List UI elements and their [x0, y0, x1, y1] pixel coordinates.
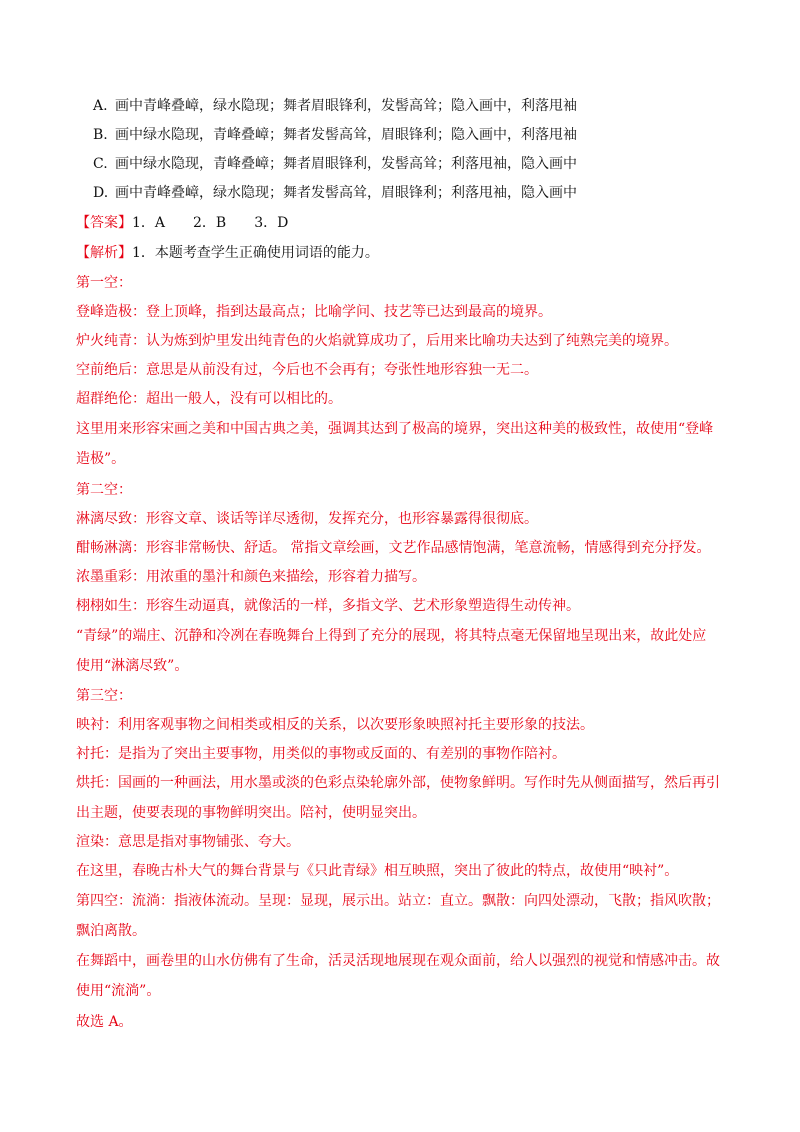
explanation-line: 在舞蹈中，画卷里的山水仿佛有了生命，活灵活现地展现在观众面前，给人以强烈的视觉和情感冲击。故 — [76, 953, 720, 969]
option-letter: D. — [93, 185, 109, 201]
definition-line: 烘托：国画的一种画法，用水墨或淡的色彩点染轮廓外部，使物象鲜明。写作时先从侧面描写，然后再引 — [76, 775, 720, 791]
explanation-line: 使用“淋漓尽致”。 — [76, 658, 189, 674]
explanation-line: 使用“流淌”。 — [76, 983, 161, 999]
option-b — [93, 125, 577, 145]
analysis-text: 1．本题考查学生正确使用词语的能力。 — [132, 245, 379, 261]
option-text: 画中绿水隐现，青峰叠嶂；舞者发髻高耸，眉眼锋利；隐入画中，利落甩袖 — [115, 127, 577, 143]
definition-line: 栩栩如生：形容生动逼真，就像活的一样，多指文学、艺术形象塑造得生动传神。 — [76, 598, 580, 614]
explanation-line: 造极”。 — [76, 451, 126, 467]
explanation-line: 在这里，春晚古朴大气的舞台背景与《只此青绿》相互映照，突出了彼此的特点，故使用“映衬”。 — [76, 863, 679, 879]
explanation-line: “青绿”的端庄、沉静和冷冽在春晚舞台上得到了充分的展现，将其特点毫无保留地呈现出来，故此处应 — [76, 628, 707, 644]
definition-line: 超群绝伦：超出一般人，没有可以相比的。 — [76, 391, 342, 407]
answer-line — [76, 213, 288, 233]
answer-label: 【答案】 — [76, 215, 132, 231]
blank2-title: 第二空： — [76, 482, 132, 498]
option-d — [93, 183, 577, 203]
definition-line: 映衬：利用客观事物之间相类或相反的关系，以次要形象映照衬托主要形象的技法。 — [76, 717, 594, 733]
blank4-definitions: 第四空：流淌：指液体流动。呈现：显现，展示出。站立：直立。飘散：向四处漂动，飞散；指风吹散； — [76, 893, 720, 909]
option-letter: A. — [93, 98, 108, 114]
option-text: 画中青峰叠嶂，绿水隐现；舞者眉眼锋利，发髻高耸；隐入画中，利落甩袖 — [115, 98, 577, 114]
explanation-line: 这里用来形容宋画之美和中国古典之美，强调其达到了极高的境界，突出这种美的极致性，故使用“登峰 — [76, 421, 714, 437]
blank3-title: 第三空： — [76, 688, 132, 704]
definition-line: 渲染：意思是指对事物铺张、夸大。 — [76, 834, 300, 850]
option-text: 画中绿水隐现，青峰叠嶂；舞者眉眼锋利，发髻高耸；利落甩袖，隐入画中 — [115, 156, 577, 172]
option-letter: C. — [93, 156, 108, 172]
answer-text: 1．A 2．B 3．D — [132, 215, 289, 231]
definition-line: 炉火纯青：认为炼到炉里发出纯青色的火焰就算成功了，后用来比喻功夫达到了纯熟完美的境界。 — [76, 333, 678, 349]
option-c — [93, 154, 577, 174]
definition-line: 出主题，使要表现的事物鲜明突出。陪衬，使明显突出。 — [76, 805, 426, 821]
blank1-title: 第一空： — [76, 275, 132, 291]
definition-line: 空前绝后：意思是从前没有过，今后也不会再有；夸张性地形容独一无二。 — [76, 362, 538, 378]
blank4-definitions-cont: 飘泊离散。 — [76, 923, 146, 939]
option-letter: B. — [93, 127, 108, 143]
definition-line: 浓墨重彩：用浓重的墨汁和颜色来描绘，形容着力描写。 — [76, 569, 426, 585]
option-a — [93, 96, 577, 116]
definition-line: 淋漓尽致：形容文章、谈话等详尽透彻，发挥充分，也形容暴露得很彻底。 — [76, 511, 538, 527]
analysis-label: 【解析】 — [76, 245, 132, 261]
analysis-line — [76, 243, 379, 263]
definition-line: 酣畅淋漓：形容非常畅快、舒适。 常指文章绘画，文艺作品感情饱满，笔意流畅，情感得到充分抒发。 — [76, 540, 711, 556]
conclusion-line: 故选 A。 — [76, 1014, 133, 1030]
option-text: 画中青峰叠嶂，绿水隐现；舞者发髻高耸，眉眼锋利；利落甩袖，隐入画中 — [115, 185, 577, 201]
definition-line: 登峰造极：登上顶峰，指到达最高点；比喻学问、技艺等已达到最高的境界。 — [76, 304, 552, 320]
definition-line: 衬托：是指为了突出主要事物，用类似的事物或反面的、有差别的事物作陪衬。 — [76, 746, 566, 762]
